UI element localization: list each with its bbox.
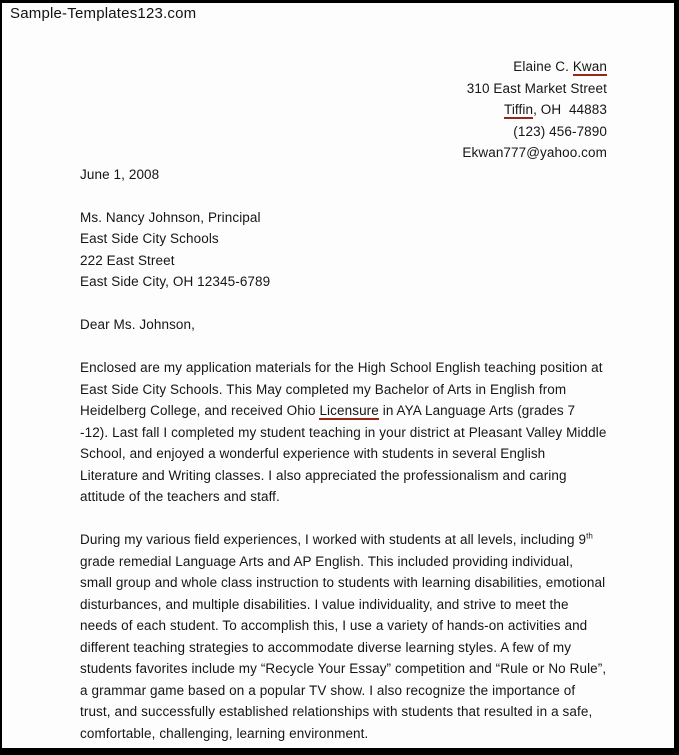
paragraph-1-text-end: in AYA Language Arts (grades 7 -12). Last fall I completed my student teaching in your district at Pleasant Valley Middle School, and enjoyed a wonderful experience with students in several English Literature and Writing classes. I also appreciated the professionalism and caring attitude of the teachers and staff. xyxy=(80,403,607,504)
paragraph-2-text-end: grade remedial Language Arts and AP English. This included providing individual, small group and whole class instruction to students with learning disabilities, emotional disturbances, and multiple disabilities. I value individuality, and strive to meet the needs of each student. To accomplish this, I use a variety of hands-on activities and different teaching strategies to accommodate diverse learning styles. A few of my students favorites include my “Recycle Your Essay” competition and “Rule or No Rule”, a grammar game based on a popular TV show. I also recognize the importance of trust, and successfully established relationships with students that resulted in a safe, comfortable, challenging, learning environment. xyxy=(80,553,607,741)
sender-street: 310 East Market Street xyxy=(466,80,607,96)
sender-phone: (123) 456-7890 xyxy=(513,123,607,139)
sender-address-block xyxy=(80,56,607,164)
salutation: Dear Ms. Johnson, xyxy=(80,317,195,332)
letter-body xyxy=(80,56,607,744)
sender-city-line xyxy=(80,99,607,121)
letter-date: June 1, 2008 xyxy=(80,166,160,182)
sender-city-rest: , OH 44883 xyxy=(533,102,607,117)
recipient-name-title: Ms. Nancy Johnson, Principal xyxy=(80,209,261,225)
sender-name-line xyxy=(80,56,607,78)
sender-name-misspelled: Kwan xyxy=(572,59,607,74)
sender-name-prefix: Elaine C. xyxy=(513,59,573,74)
recipient-address-block xyxy=(80,207,607,293)
watermark-text: Sample-Templates123.com xyxy=(10,5,197,22)
body-paragraph-1 xyxy=(80,357,607,508)
recipient-street: 222 East Street xyxy=(80,252,175,268)
paragraph-1-misspelled-word: Licensure xyxy=(319,403,379,418)
body-paragraph-2 xyxy=(80,529,607,744)
recipient-organization: East Side City Schools xyxy=(80,231,219,246)
sender-email: Ekwan777@yahoo.com xyxy=(462,145,607,160)
paragraph-1-text-start: Enclosed are my application materials for the High School English teaching position at East Side City Schools. This May completed my Bachelor of Arts in English from Heidelberg College, and received Ohio xyxy=(80,360,603,418)
paragraph-2-text-start: During my various field experiences, I worked with students at all levels, including 9 xyxy=(80,532,587,547)
recipient-city-state-zip: East Side City, OH 12345-6789 xyxy=(80,274,271,289)
paragraph-2-ordinal-superscript: th xyxy=(586,531,593,541)
sender-city-misspelled: Tiffin xyxy=(503,102,534,117)
